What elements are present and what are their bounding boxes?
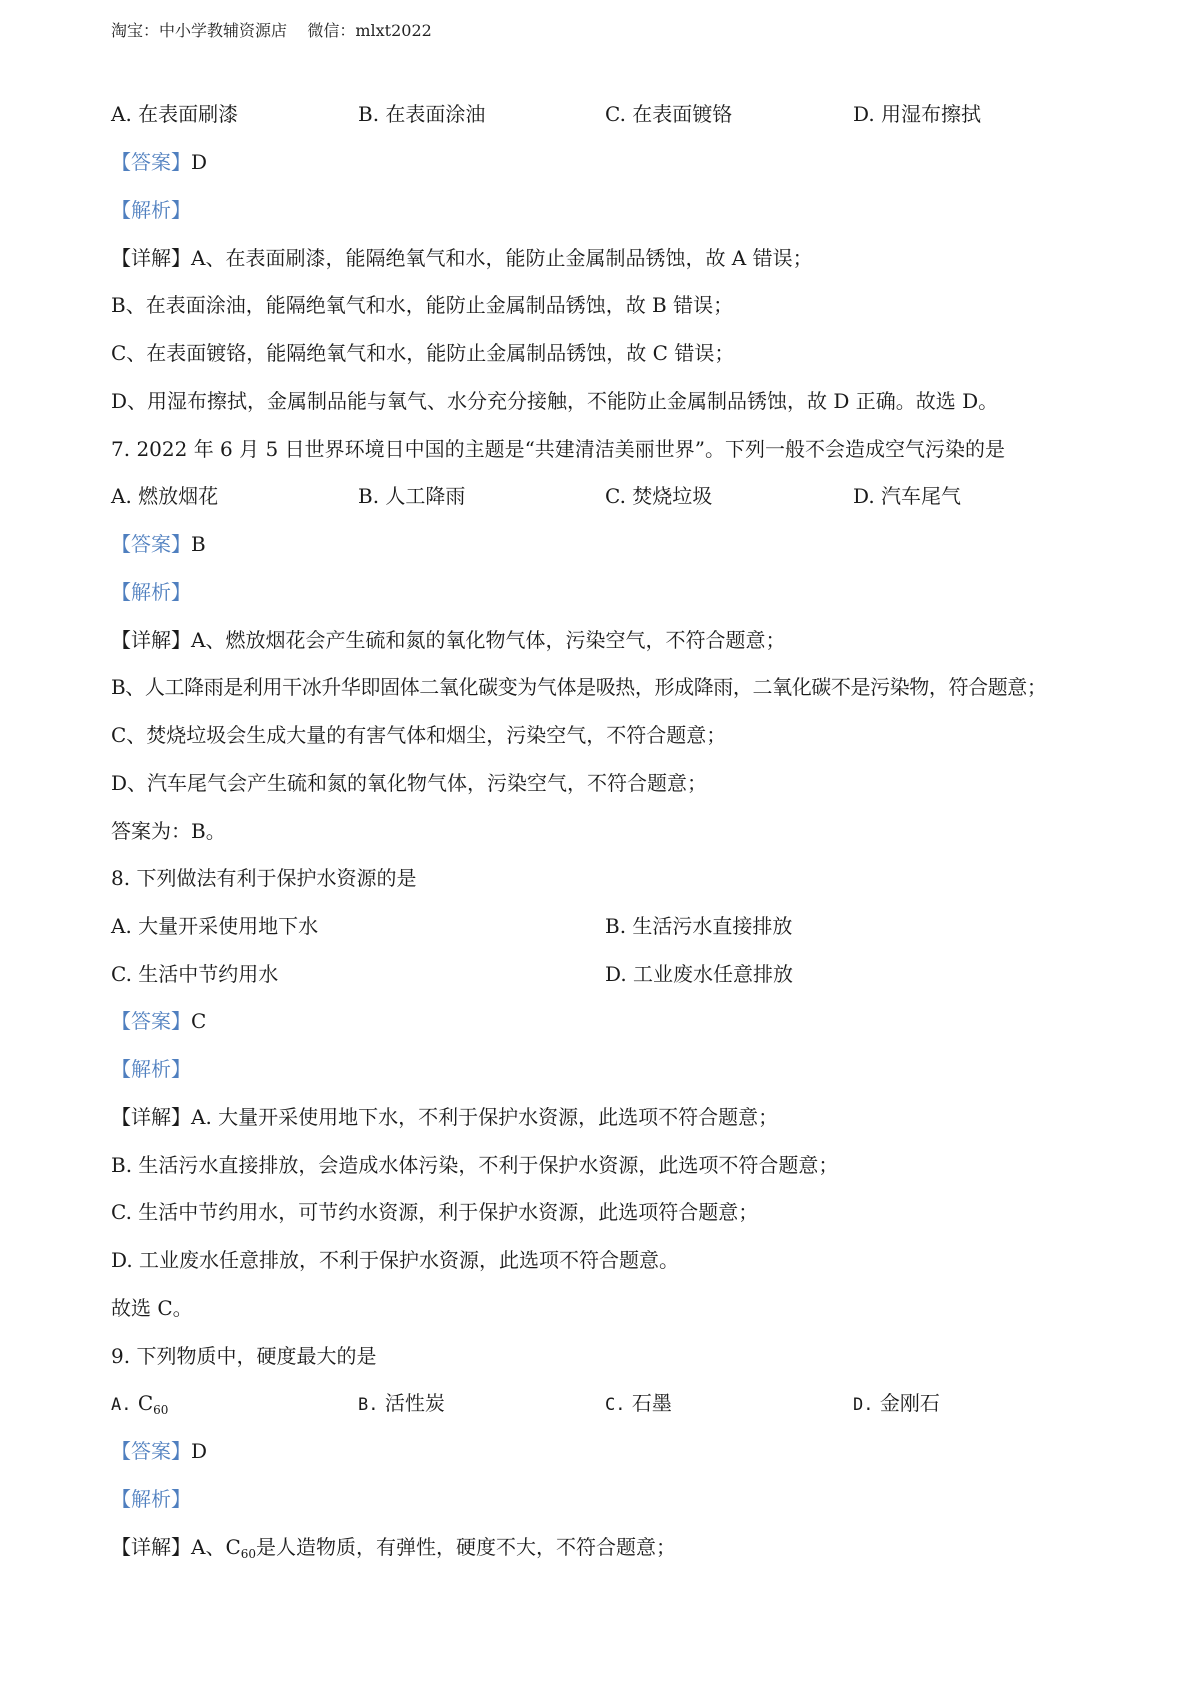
q8-detail-a [111,1103,778,1131]
q9-option-d [853,1389,940,1419]
detail-text: A. 大量开采使用地下水，不利于保护水资源，此选项不符合题意； [191,1105,779,1129]
q6-detail-c: C、在表面镀铬，能隔绝氧气和水，能防止金属制品锈蚀，故 C 错误； [111,341,735,365]
q6-answer [111,148,207,176]
q9-stem: 9. 下列物质中，硬度最大的是 [111,1344,377,1368]
detail-tag: 【详解】 [111,246,191,270]
detail-text-post: 是人造物质，有弹性，硬度不大，不符合题意； [256,1535,677,1559]
detail-text: A、在表面刷漆，能隔绝氧气和水，能防止金属制品锈蚀，故 A 错误； [191,246,813,270]
q8-analysis [111,1055,191,1083]
q6-detail-d: D、用湿布擦拭，金属制品能与氧气、水分充分接触，不能防止金属制品锈蚀，故 D 正确。故选 D。 [111,389,999,413]
detail-text: A、燃放烟花会产生硫和氮的氧化物气体，污染空气，不符合题意； [191,628,786,652]
q9-option-b [358,1389,445,1419]
q6-option-c: C. 在表面镀铬 [605,102,733,126]
q6-option-d: D. 用湿布擦拭 [853,102,982,126]
option-letter: C. [605,1395,626,1415]
answer-tag: 【答案】 [111,1009,191,1033]
option-text: 活性炭 [384,1391,445,1415]
answer-value: B [191,532,206,556]
option-subscript: 60 [153,1403,169,1417]
analysis-tag: 【解析】 [111,1487,191,1511]
answer-tag: 【答案】 [111,150,191,174]
q8-option-d: D. 工业废水任意排放 [605,962,794,986]
q8-detail-b: B. 生活污水直接排放，会造成水体污染，不利于保护水资源，此选项不符合题意； [111,1153,839,1177]
q6-option-a: A. 在表面刷漆 [111,102,239,126]
detail-tag: 【详解】 [111,1535,191,1559]
q8-option-b: B. 生活污水直接排放 [605,914,793,938]
q6-detail-a [111,244,813,272]
option-text: 石墨 [631,1391,672,1415]
q7-detail-c: C、焚烧垃圾会生成大量的有害气体和烟尘，污染空气，不符合题意； [111,723,727,747]
q9-option-c [605,1389,672,1419]
q8-option-a: A. 大量开采使用地下水 [111,914,319,938]
q7-option-b: B. 人工降雨 [358,484,466,508]
q8-conclusion: 故选 C。 [111,1296,193,1320]
option-letter: B. [358,1395,379,1415]
q8-option-c: C. 生活中节约用水 [111,962,279,986]
q8-detail-c: C. 生活中节约用水，可节约水资源，利于保护水资源，此选项符合题意； [111,1200,759,1224]
q7-detail-b: B、人工降雨是利用干冰升华即固体二氧化碳变为气体是吸热，形成降雨，二氧化碳不是污染物，符合题意； [111,675,1047,699]
q7-analysis [111,578,191,606]
q7-option-a: A. 燃放烟花 [111,484,219,508]
analysis-tag: 【解析】 [111,198,191,222]
page-header: 淘宝：中小学教辅资源店 微信：mlxt2022 [111,21,432,40]
q7-stem: 7. 2022 年 6 月 5 日世界环境日中国的主题是“共建清洁美丽世界”。下列一般不会造成空气污染的是 [111,437,1006,461]
q6-analysis [111,196,191,224]
option-letter: A. [111,1395,132,1415]
q8-detail-d: D. 工业废水任意排放，不利于保护水资源，此选项不符合题意。 [111,1248,680,1272]
q7-detail-d: D、汽车尾气会产生硫和氮的氧化物气体，污染空气，不符合题意； [111,771,708,795]
answer-value: C [191,1009,207,1033]
detail-text-pre: A、C [191,1535,241,1559]
q7-detail-a [111,626,785,654]
q9-option-a [111,1389,168,1419]
option-text: C [137,1391,154,1415]
q6-option-b: B. 在表面涂油 [358,102,486,126]
q8-stem: 8. 下列做法有利于保护水资源的是 [111,866,417,890]
q7-option-c: C. 焚烧垃圾 [605,484,713,508]
q8-answer [111,1007,206,1035]
q7-answer [111,530,206,558]
q9-analysis [111,1485,191,1513]
detail-tag: 【详解】 [111,1105,191,1129]
q7-conclusion: 答案为：B。 [111,819,226,843]
option-letter: D. [853,1395,874,1415]
answer-value: D [191,1439,208,1463]
analysis-tag: 【解析】 [111,1057,191,1081]
answer-tag: 【答案】 [111,532,191,556]
detail-tag: 【详解】 [111,628,191,652]
q7-option-d: D. 汽车尾气 [853,484,962,508]
q9-detail-a [111,1533,676,1561]
q9-answer [111,1437,207,1465]
option-text: 金刚石 [879,1391,940,1415]
answer-value: D [191,150,208,174]
detail-subscript: 60 [240,1547,257,1561]
analysis-tag: 【解析】 [111,580,191,604]
q6-detail-b: B、在表面涂油，能隔绝氧气和水，能防止金属制品锈蚀，故 B 错误； [111,293,734,317]
answer-tag: 【答案】 [111,1439,191,1463]
